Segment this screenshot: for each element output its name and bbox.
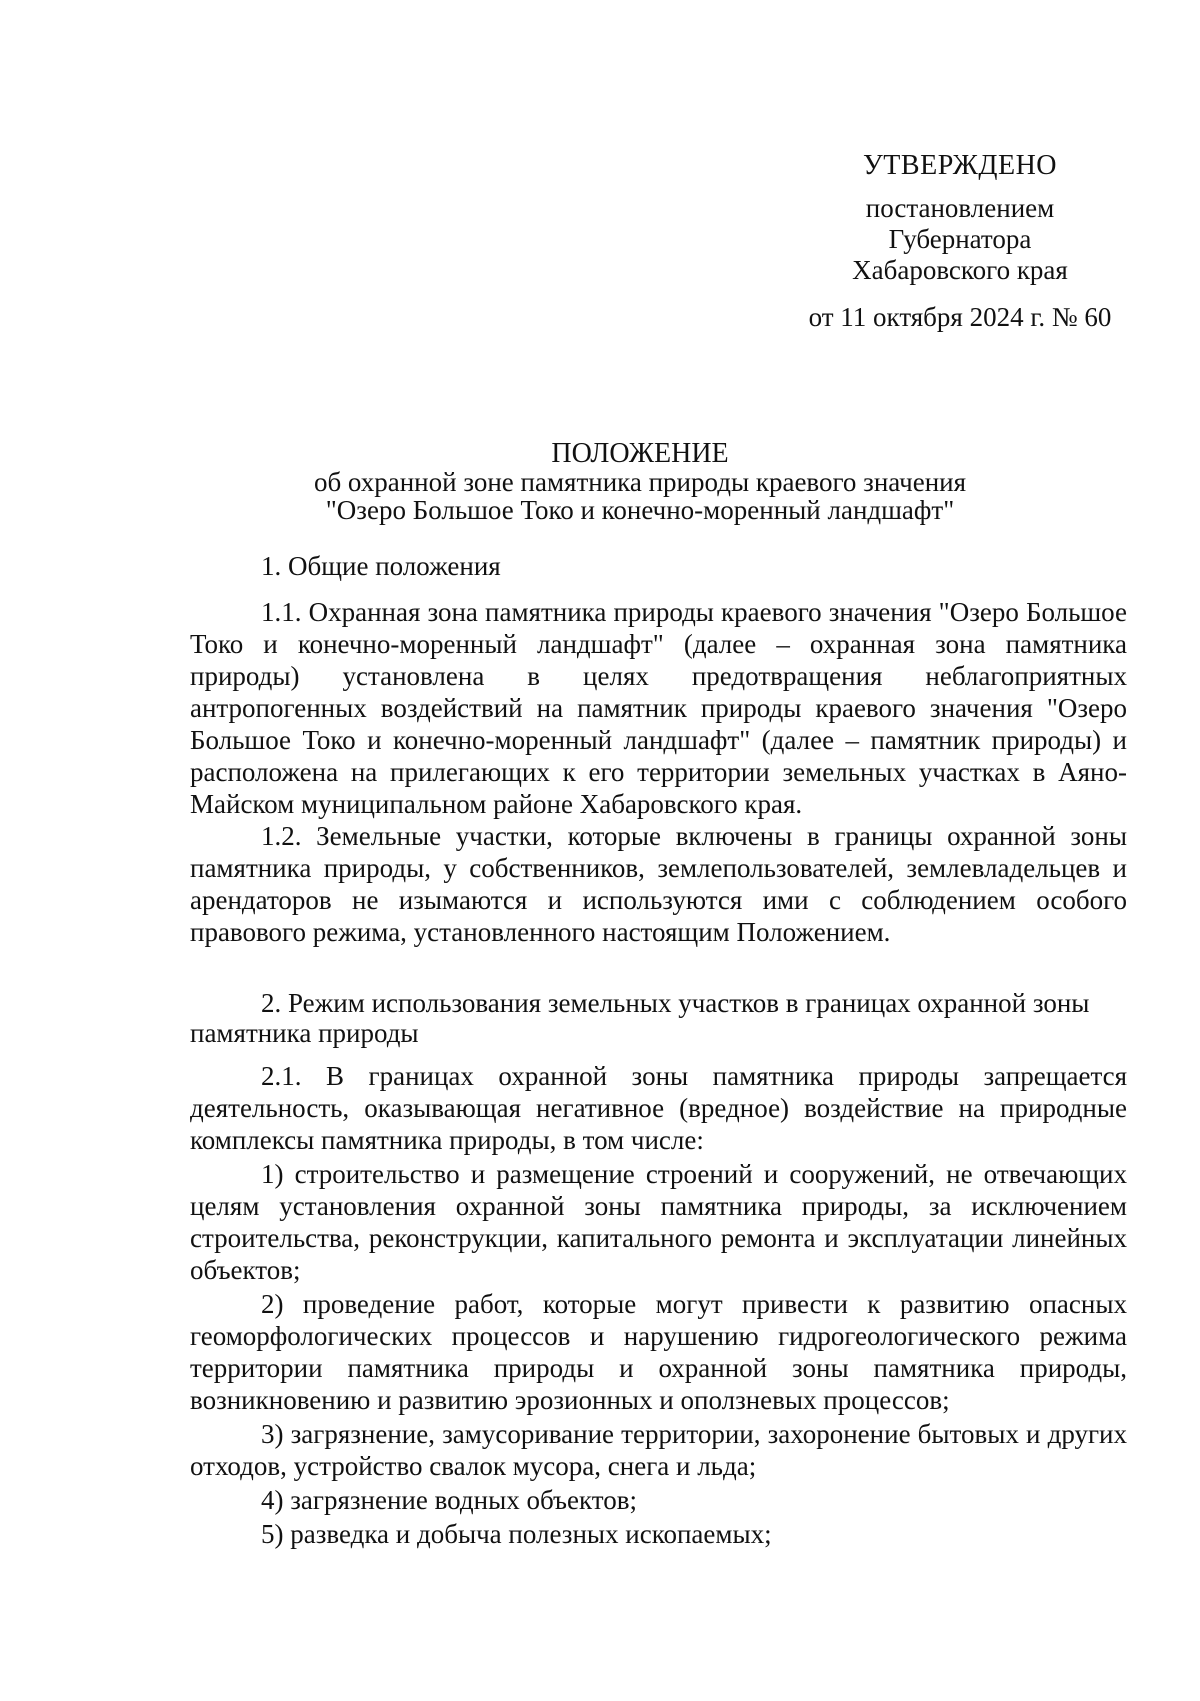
approval-line-governor: Губернатора — [888, 224, 1032, 254]
paragraph-1-2: 1.2. Земельные участки, которые включены в границы охранной зоны памятника природы, у собственников, землепользователей, землевладельцев и арендаторов не изымаются и используются ими с соблюдением особого правового режима, установленного настоящим Положением. — [190, 821, 1127, 947]
list-item-5: 5) разведка и добыча полезных ископаемых; — [261, 1519, 772, 1549]
list-item-1: 1) строительство и размещение строений и сооружений, не отвечающих целям установления охранной зоны памятника природы, за исключением строительства, реконструкции, капитального ремонта и эксплуатации линейных объектов; — [190, 1159, 1127, 1285]
approval-line-region: Хабаровского края — [852, 255, 1068, 285]
approval-line-resolution: постановлением — [865, 193, 1055, 223]
list-item-4: 4) загрязнение водных объектов; — [261, 1485, 637, 1515]
document-body — [190, 550, 1127, 1550]
section-1-title: 1. Общие положения — [261, 551, 501, 581]
paragraph-2-1: 2.1. В границах охранной зоны памятника природы запрещается деятельность, оказывающая негативное (вредное) воздействие на природные комплексы памятника природы, в том числе: — [190, 1061, 1127, 1155]
section-2-title — [190, 988, 1127, 1018]
section-2-title-line2-wrap — [190, 1018, 1127, 1048]
document-heading — [190, 440, 1090, 524]
document-subtitle-line1: об охранной зоне памятника природы краевого значения — [313, 467, 967, 497]
approval-stamp-block — [780, 150, 1140, 333]
document-subtitle-line2: "Озеро Большое Токо и конечно-моренный ландшафт" — [325, 495, 955, 525]
document-title: ПОЛОЖЕНИЕ — [551, 438, 729, 469]
list-item-2: 2) проведение работ, которые могут привести к развитию опасных геоморфологических процессов и нарушению гидрогеологического режима территории памятника природы и охранной зоны памятника природы, возникновению и развитию эрозионных и оползневых процессов; — [190, 1289, 1127, 1415]
paragraph-1-1: 1.1. Охранная зона памятника природы краевого значения "Озеро Большое Токо и конечно-моренный ландшафт" (далее – охранная зона памятника природы) установлена в целях предотвращения неблагоприятных антропогенных воздействий на памятник природы краевого значения "Озеро Большое Токо и конечно-моренный ландшафт" (далее – памятник природы) и расположена на прилегающих к его территории земельных участках в Аяно-Майском муниципальном районе Хабаровского края. — [190, 597, 1127, 819]
list-item-3: 3) загрязнение, замусоривание территории, захоронение бытовых и других отходов, устройство свалок мусора, снега и льда; — [190, 1419, 1127, 1481]
approval-date: от 11 октября 2024 г. № 60 — [808, 302, 1112, 332]
section-2-title-line2: памятника природы — [190, 1018, 419, 1048]
section-2-title-line1: 2. Режим использования земельных участков в границах охранной зоны — [261, 988, 1090, 1018]
approval-title: УТВЕРЖДЕНО — [862, 150, 1058, 181]
